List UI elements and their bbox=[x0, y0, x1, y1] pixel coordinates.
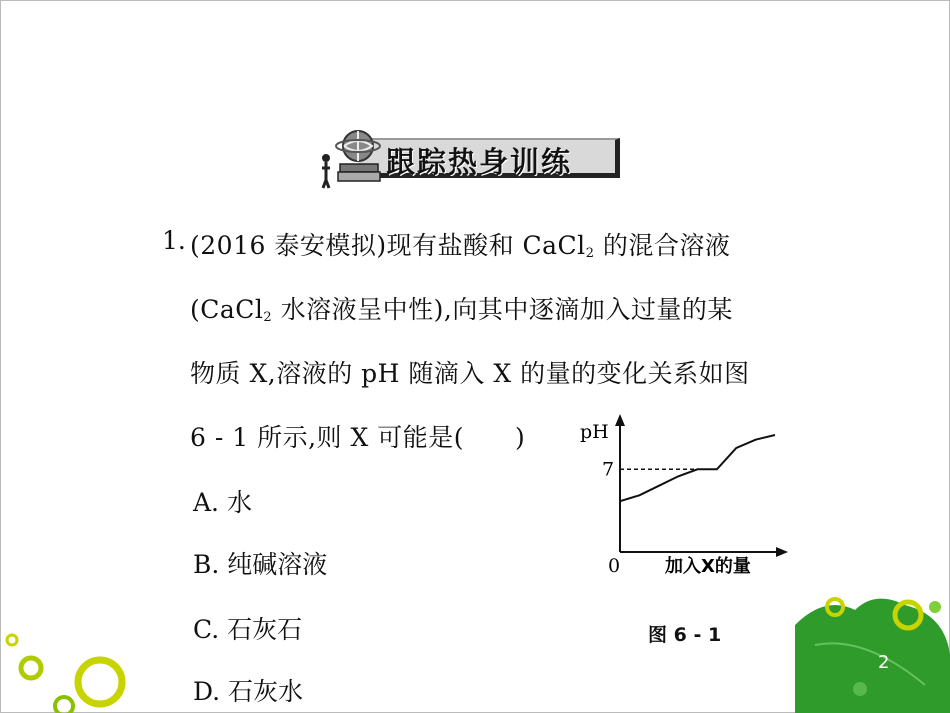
option-b: B. 纯碱溶液 bbox=[193, 550, 328, 579]
x-axis-label: 加入X的量 bbox=[665, 556, 751, 577]
series-ph-curve bbox=[620, 435, 775, 501]
tick-label-7: 7 bbox=[602, 458, 615, 481]
question-line-3: 物质 X,溶液的 pH 随滴入 X 的量的变化关系如图 bbox=[190, 359, 750, 388]
banner-title: 跟踪热身训练 bbox=[386, 145, 573, 179]
globe-reader-icon bbox=[318, 128, 388, 190]
origin-label: 0 bbox=[608, 555, 621, 577]
option-c: C. 石灰石 bbox=[193, 615, 303, 644]
page-number: 2 bbox=[878, 652, 890, 673]
question-line-2: (CaCl$_2$ 水溶液呈中性),向其中逐滴加入过量的某 bbox=[190, 295, 733, 325]
option-a: A. 水 bbox=[193, 488, 252, 517]
ph-chart bbox=[570, 410, 800, 590]
decor-rings-left bbox=[0, 620, 140, 713]
section-banner bbox=[318, 128, 634, 190]
x-axis-arrow bbox=[776, 547, 788, 557]
option-d: D. 石灰水 bbox=[193, 677, 304, 706]
figure-caption: 图 6 - 1 bbox=[648, 624, 722, 646]
question-number: 1. bbox=[162, 226, 186, 255]
y-axis-label: pH bbox=[580, 421, 609, 443]
y-axis-arrow bbox=[615, 414, 625, 426]
question-line-1: (2016 泰安模拟)现有盐酸和 CaCl$_2$ 的混合溶液 bbox=[190, 231, 731, 261]
decor-leaf-right bbox=[795, 585, 950, 713]
question-line-4: 6 - 1 所示,则 X 可能是( ) bbox=[190, 423, 526, 452]
